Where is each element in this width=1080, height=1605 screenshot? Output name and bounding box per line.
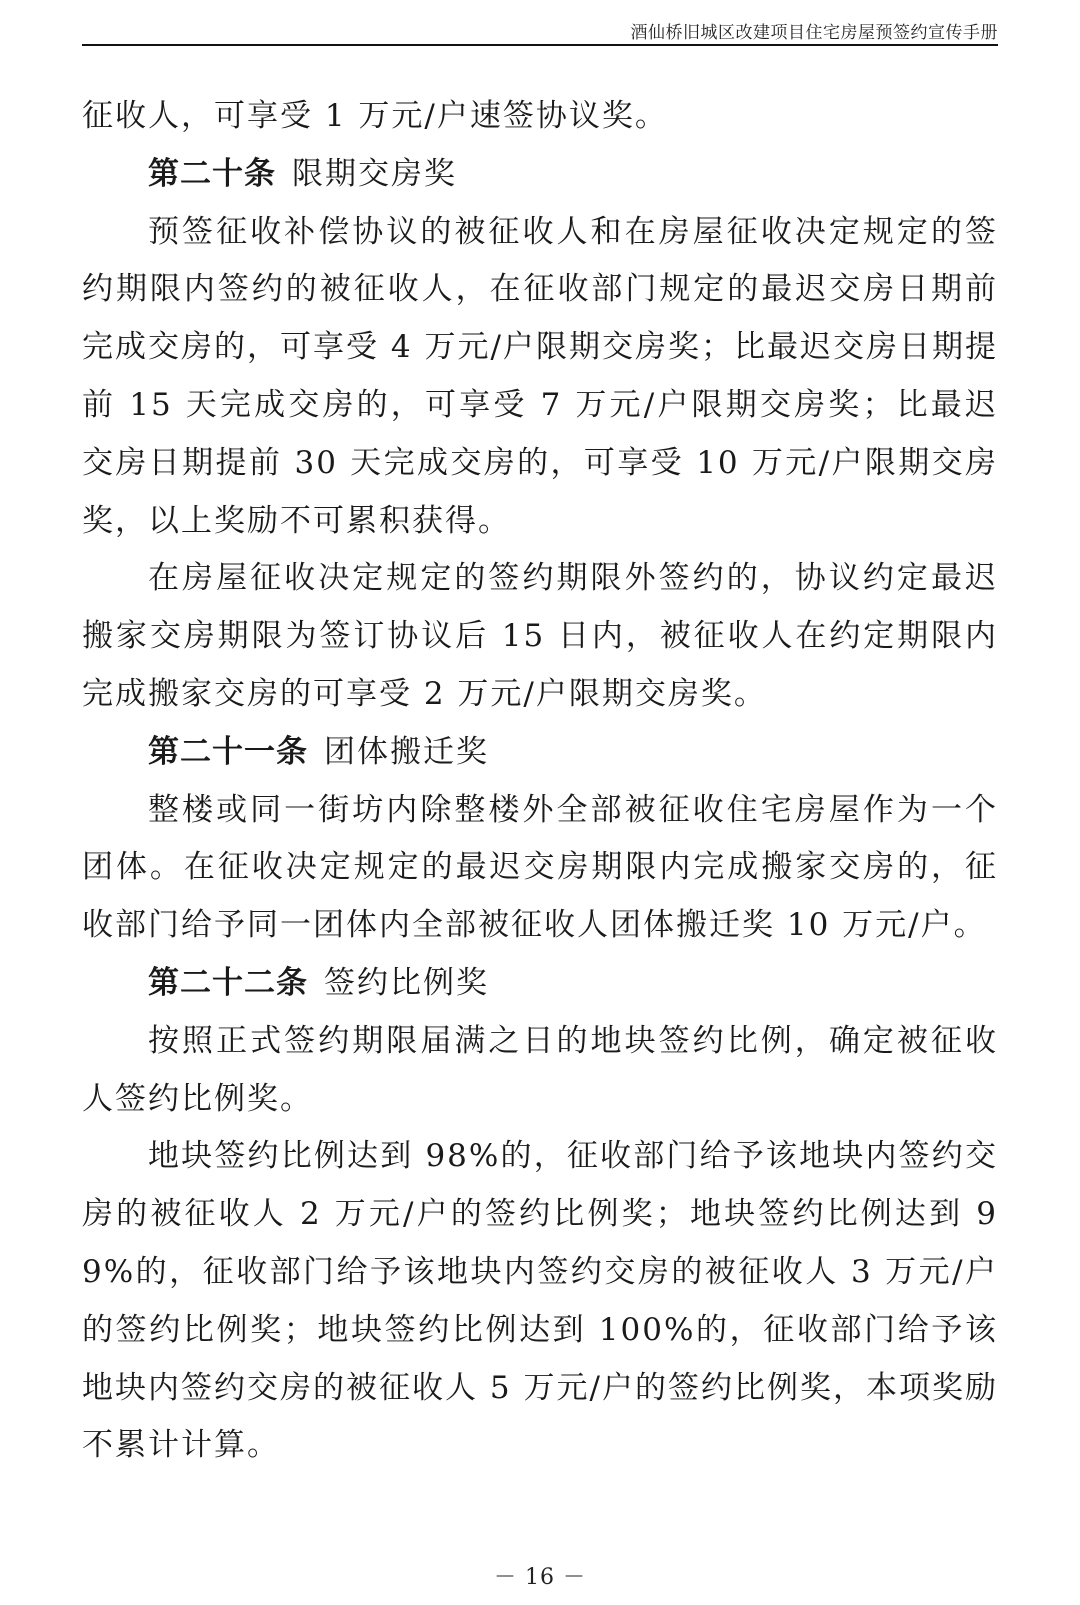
page-body [82, 88, 998, 1475]
article-22-paragraph-2: 地块签约比例达到 98%的，征收部门给予该地块内签约交房的被征收人 2 万元/户的签约比例奖；地块签约比例达到 99%的，征收部门给予该地块内签约交房的被征收人 3 万元/户的签约比例奖；地块签约比例达到 100%的，征收部门给予该地块内签约交房的被征收人 5 万元/户的签约比例奖，本项奖励不累计计算。 [82, 1138, 998, 1464]
article-21-paragraph-1: 整楼或同一街坊内除整楼外全部被征收住宅房屋作为一个团体。在征收决定规定的最迟交房期限内完成搬家交房的，征收部门给予同一团体内全部被征收人团体搬迁奖 10 万元/户。 [82, 791, 998, 944]
article-20-title: 限期交房奖 [292, 155, 457, 192]
continued-paragraph: 征收人，可享受 1 万元/户速签协议奖。 [82, 98, 668, 134]
article-22-heading [82, 955, 998, 1013]
article-22-paragraph-1: 按照正式签约期限届满之日的地块签约比例，确定被征收人签约比例奖。 [82, 1022, 998, 1117]
article-21-number: 第二十一条 [148, 733, 308, 770]
page-number: － 16 － [494, 1565, 586, 1590]
article-20-paragraph-1: 预签征收补偿协议的被征收人和在房屋征收决定规定的签约期限内签约的被征收人，在征收部门规定的最迟交房日期前完成交房的，可享受 4 万元/户限期交房奖；比最迟交房日期提前 15 天完成交房的，可享受 7 万元/户限期交房奖；比最迟交房日期提前 30 天完成交房的，可享受 10 万元/户限期交房奖，以上奖励不可累积获得。 [82, 213, 998, 539]
header-rule [82, 44, 998, 46]
article-20-number: 第二十条 [148, 155, 276, 192]
article-21-heading [82, 724, 998, 782]
header-title: 酒仙桥旧城区改建项目住宅房屋预签约宣传手册 [630, 23, 998, 43]
article-21-title: 团体搬迁奖 [324, 733, 489, 770]
article-20-heading [82, 146, 998, 204]
article-20-paragraph-2: 在房屋征收决定规定的签约期限外签约的，协议约定最迟搬家交房期限为签订协议后 15 日内，被征收人在约定期限内完成搬家交房的可享受 2 万元/户限期交房奖。 [82, 560, 998, 712]
article-22-title: 签约比例奖 [324, 964, 489, 1001]
article-22-number: 第二十二条 [148, 964, 308, 1001]
